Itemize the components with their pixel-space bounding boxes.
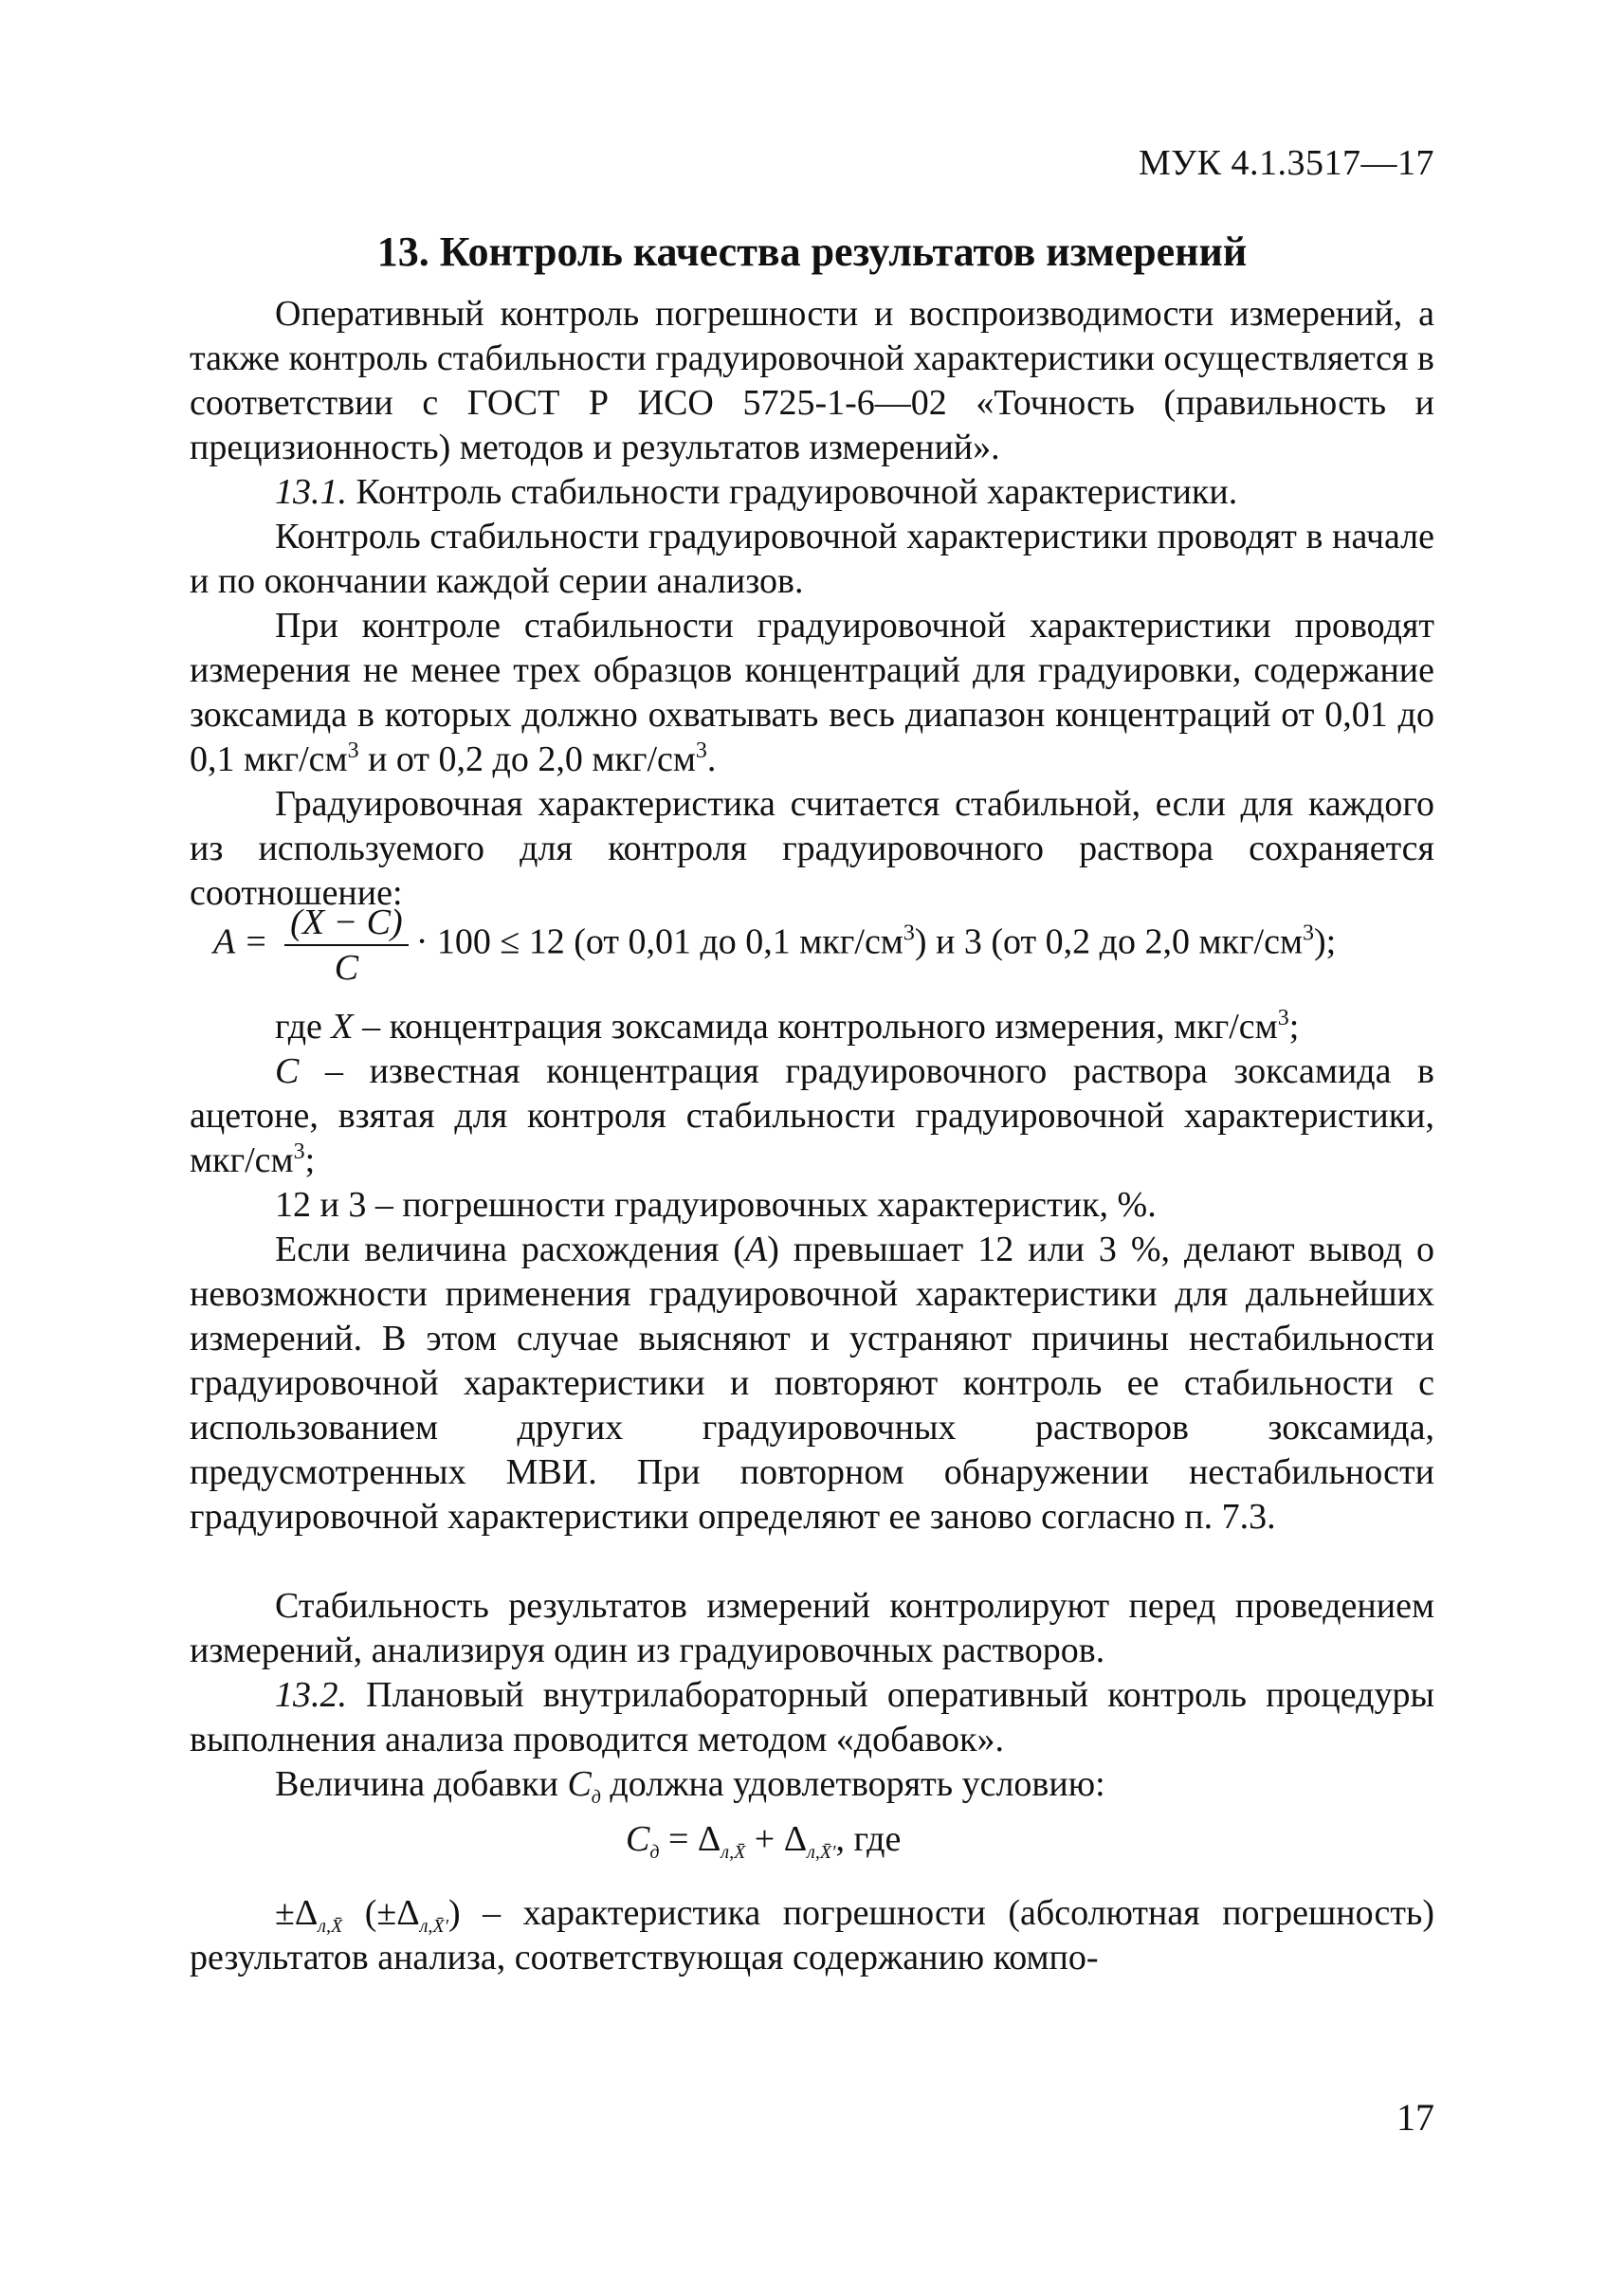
formula-discrepancy: A = $\frac{(X - C)}{C}$ · 100 ≤ 12 (от 0,01 до 0,1 мкг/$см^3$) и 3 (от 0,2 до 2,0 мкг/$см^3$); [213,902,1337,988]
subsection-13-1 [190,470,1434,515]
subsection-number: 13.1. [275,472,347,512]
definition-c: C – известная концентрация градуировочного раствора зоксамида в ацетоне, взятая для контроля стабильности градуировочной характеристики, мкг/$см^3$; [190,1051,1434,1180]
paragraph-result-stability: Стабильность результатов измерений контролируют перед проведением измерений, анализируя один из градуировочных растворов. [190,1586,1434,1670]
paragraph-discrepancy-action: Если величина расхождения (A) превышает 12 или 3 %, делают вывод о невозможности применения градуировочной характеристики для дальнейших измерений. В этом случае выясняют и устраняют причины нестабильности градуировочной характеристики и повторяют контроль ее стабильности с использованием других градуировочных растворов зоксамида, предусмотренных МВИ. При повторном обнаружении нестабильности градуировочной характеристики определяют ее заново согласно п. 7.3. [190,1230,1434,1537]
section-title: 13. Контроль качества результатов измерений [376,228,1248,275]
definition-errors: 12 и 3 – погрешности градуировочных характеристик, %. [275,1185,1157,1225]
formula-additive: $C_д = \Delta_{л,X̄} + \Delta_{л,X̄'}$, где [626,1819,902,1863]
page-number: 17 [1396,2096,1434,2139]
paragraph-calibration-control: Контроль стабильности градуировочной характеристики проводят в начале и по окончании каждой серии анализов. [190,517,1434,601]
subsection-13-2: 13.2. Плановый внутрилабораторный оперативный контроль процедуры выполнения анализа проводится методом «добавок». [190,1675,1434,1759]
document-code: МУК 4.1.3517—17 [1138,143,1434,183]
subsection-title: Контроль стабильности градуировочной характеристики. [347,472,1238,512]
paragraph-error-characteristic: $\pm\Delta_{л,X̄}$ $(\pm\Delta_{л,X̄'})$ – характеристика погрешности (абсолютная погрешность) результатов анализа, соответствующая содержанию компо- [190,1893,1434,1977]
subsection-number: 13.2. [275,1675,347,1715]
paragraph-additive-condition: Величина добавки $C_д$ должна удовлетворять условию: [275,1764,1105,1808]
formula-fraction: $\frac{(X - C)}{C}$ [284,901,409,990]
paragraph-intro: Оперативный контроль погрешности и воспроизводимости измерений, а также контроль стабильности градуировочной характеристики осуществляется в соответствии с ГОСТ Р ИСО 5725-1-6—02 «Точность (правильность и прецизионность) методов и результатов измерений». [190,294,1434,467]
paragraph-stability-criterion: Градуировочная характеристика считается стабильной, если для каждого из используемого для контроля градуировочного раствора сохраняется соотношение: [190,784,1434,913]
paragraph-calibration-procedure: При контроле стабильности градуировочной характеристики проводят измерения не менее трех образцов концентраций для градуировки, содержание зоксамида в которых должно охватывать весь диапазон концентраций от 0,01 до 0,1 мкг/$см^3$ и от 0,2 до 2,0 мкг/$см^3$. [190,606,1434,779]
definition-x: где X – концентрация зоксамида контрольного измерения, мкг/$см^3$; [275,1006,1300,1047]
